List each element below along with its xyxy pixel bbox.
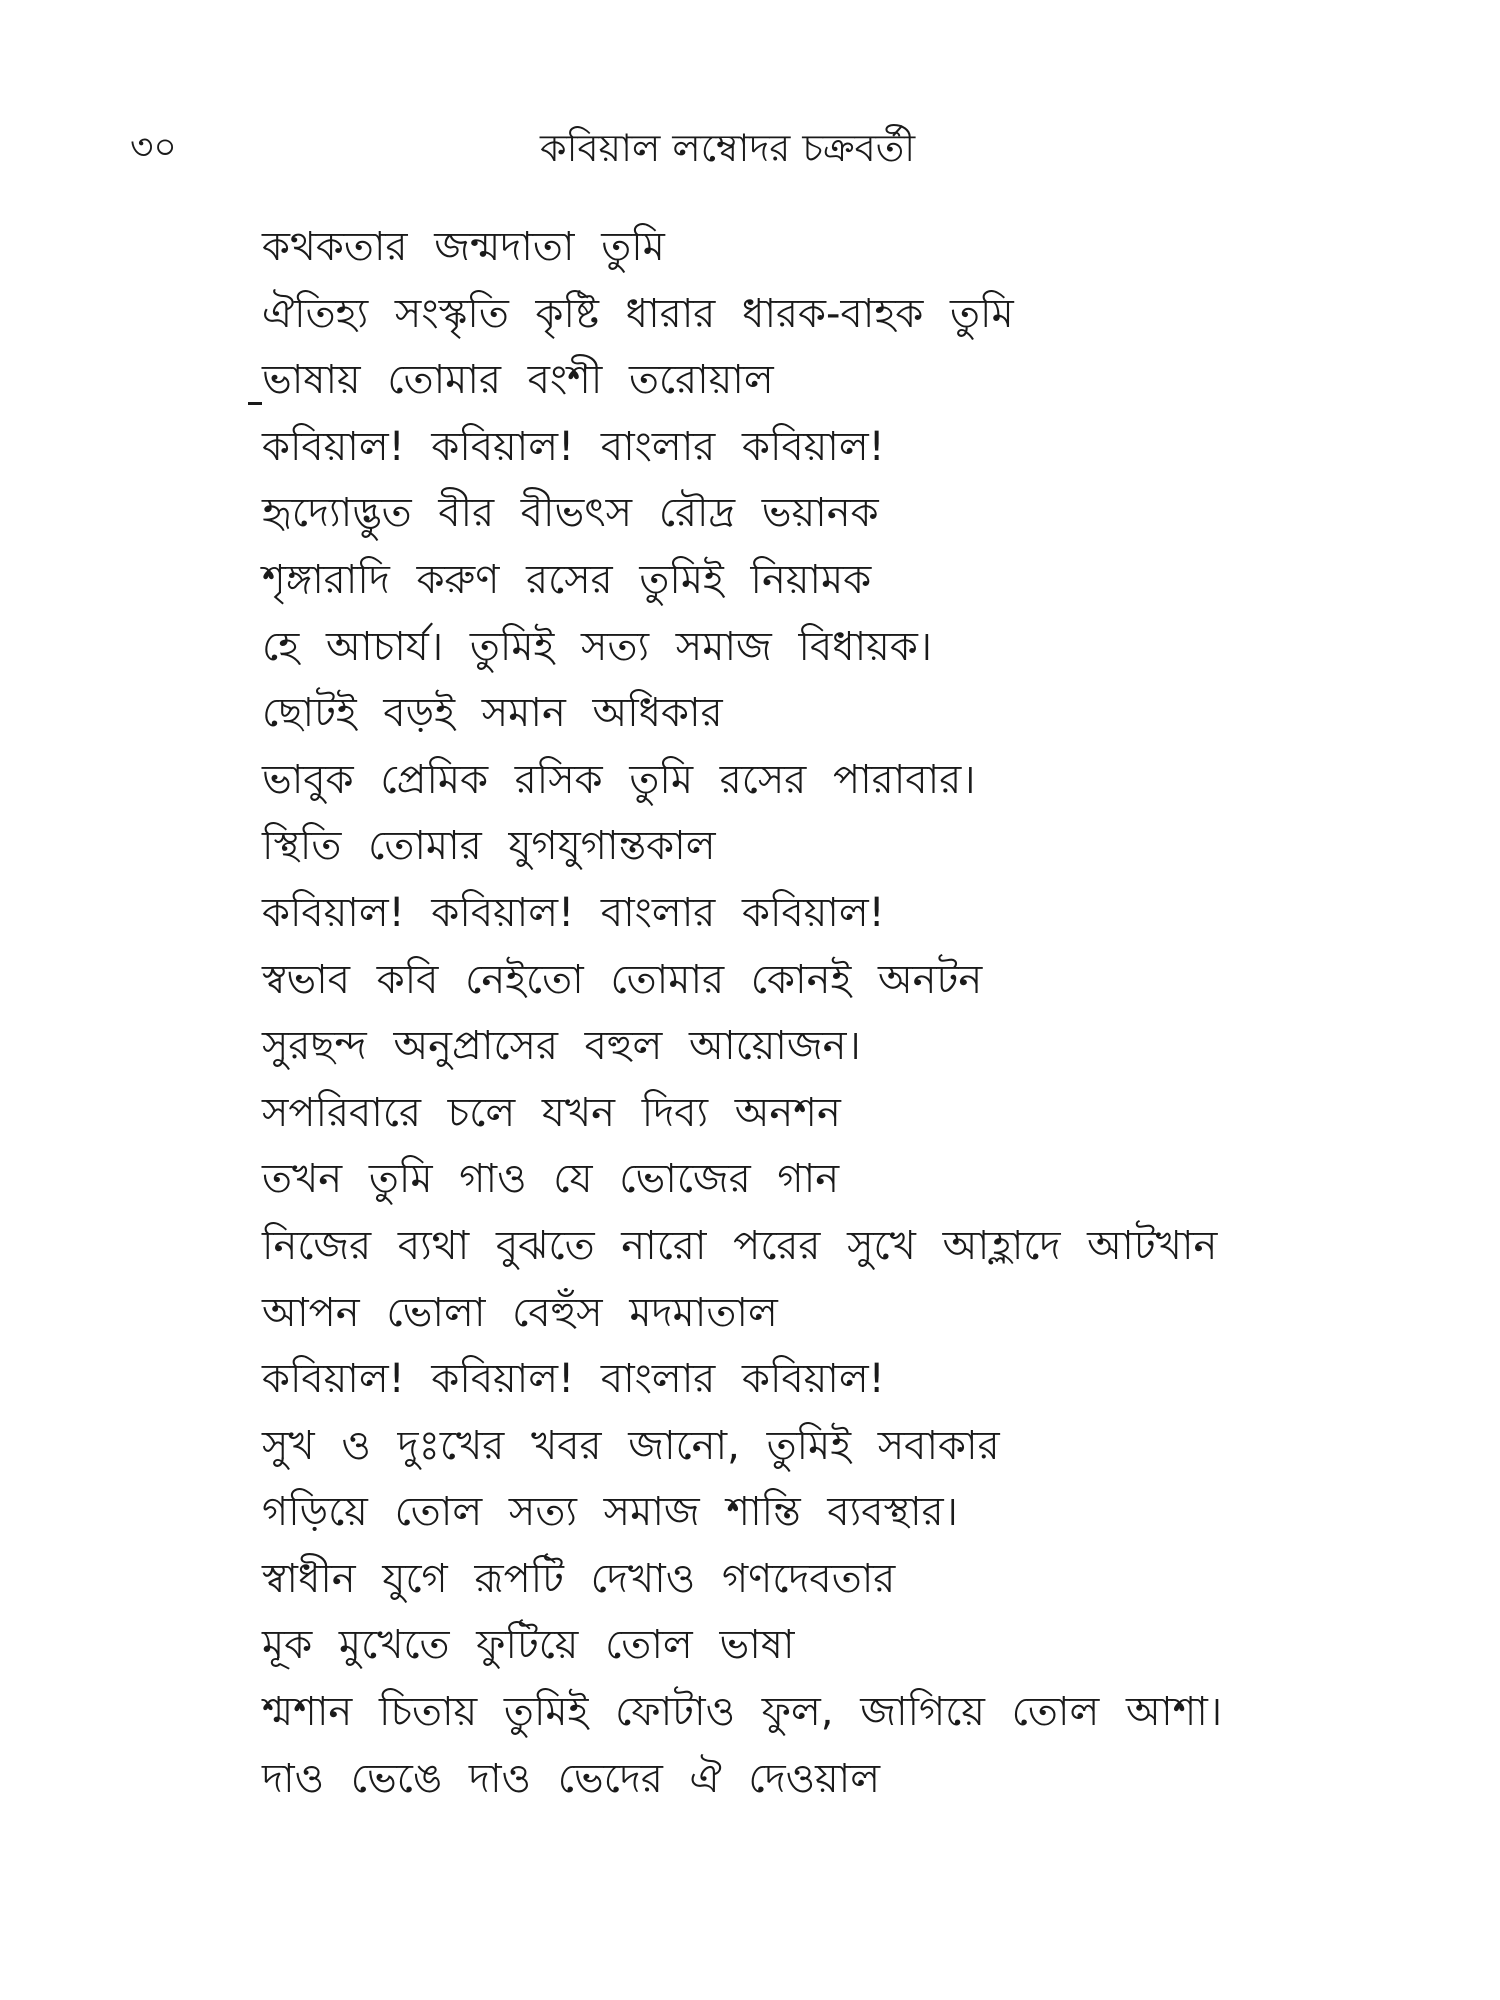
verse-line: কবিয়াল! কবিয়াল! বাংলার কবিয়াল! (262, 1356, 885, 1403)
running-title: কবিয়াল লম্বোদর চক্রবর্তী (540, 126, 916, 170)
verse-line: ভাষায় তোমার বংশী তরোয়াল (262, 357, 774, 404)
verse-line: কবিয়াল! কবিয়াল! বাংলার কবিয়াল! (262, 889, 885, 936)
verse-line: স্বভাব কবি নেইতো তোমার কোনই অনটন (262, 956, 983, 1003)
verse-line: ঐতিহ্য সংস্কৃতি কৃষ্টি ধারার ধারক-বাহক তুমি (262, 290, 1014, 337)
verse-line: হৃদ্যোদ্ভুত বীর বীভৎস রৌদ্র ভয়ানক (262, 490, 879, 537)
verse-line: কবিয়াল! কবিয়াল! বাংলার কবিয়াল! (262, 423, 885, 470)
verse-line: সপরিবারে চলে যখন দিব্য অনশন (262, 1089, 841, 1136)
verse-line: হে আচার্য। তুমিই সত্য সমাজ বিধায়ক। (262, 623, 933, 670)
verse-line: ছোটই বড়ই সমান অধিকার (262, 690, 723, 737)
verse-line: তখন তুমি গাও যে ভোজের গান (262, 1156, 840, 1203)
verse-line: শ্মশান চিতায় তুমিই ফোটাও ফুল, জাগিয়ে তোল আশা। (262, 1689, 1223, 1736)
verse-line: গড়িয়ে তোল সত্য সমাজ শান্তি ব্যবস্থার। (262, 1489, 958, 1536)
page-number: ৩০ (130, 127, 177, 168)
verse-line: ভাবুক প্রেমিক রসিক তুমি রসের পারাবার। (262, 756, 976, 803)
verse-line: সুখ ও দুঃখের খবর জানো, তুমিই সবাকার (262, 1422, 1000, 1469)
page-header (0, 118, 1500, 178)
poem-verse (262, 214, 1412, 1812)
margin-mark (248, 402, 262, 405)
verse-line: স্বাধীন যুগে রূপটি দেখাও গণদেবতার (262, 1555, 896, 1602)
verse-line: কথকতার জন্মদাতা তুমি (262, 224, 665, 270)
verse-line: আপন ভোলা বেহুঁস মদমাতাল (262, 1289, 778, 1336)
verse-line: নিজের ব্যথা বুঝতে নারো পরের সুখে আহ্লাদে আটখান (262, 1222, 1218, 1269)
verse-line: শৃঙ্গারাদি করুণ রসের তুমিই নিয়ামক (262, 556, 872, 603)
verse-line: মূক মুখেতে ফুটিয়ে তোল ভাষা (262, 1622, 795, 1669)
verse-line: সুরছন্দ অনুপ্রাসের বহুল আয়োজন। (262, 1023, 861, 1070)
verse-line: দাও ভেঙে দাও ভেদের ঐ দেওয়াল (262, 1755, 881, 1802)
verse-line: স্থিতি তোমার যুগযুগান্তকাল (262, 823, 716, 870)
